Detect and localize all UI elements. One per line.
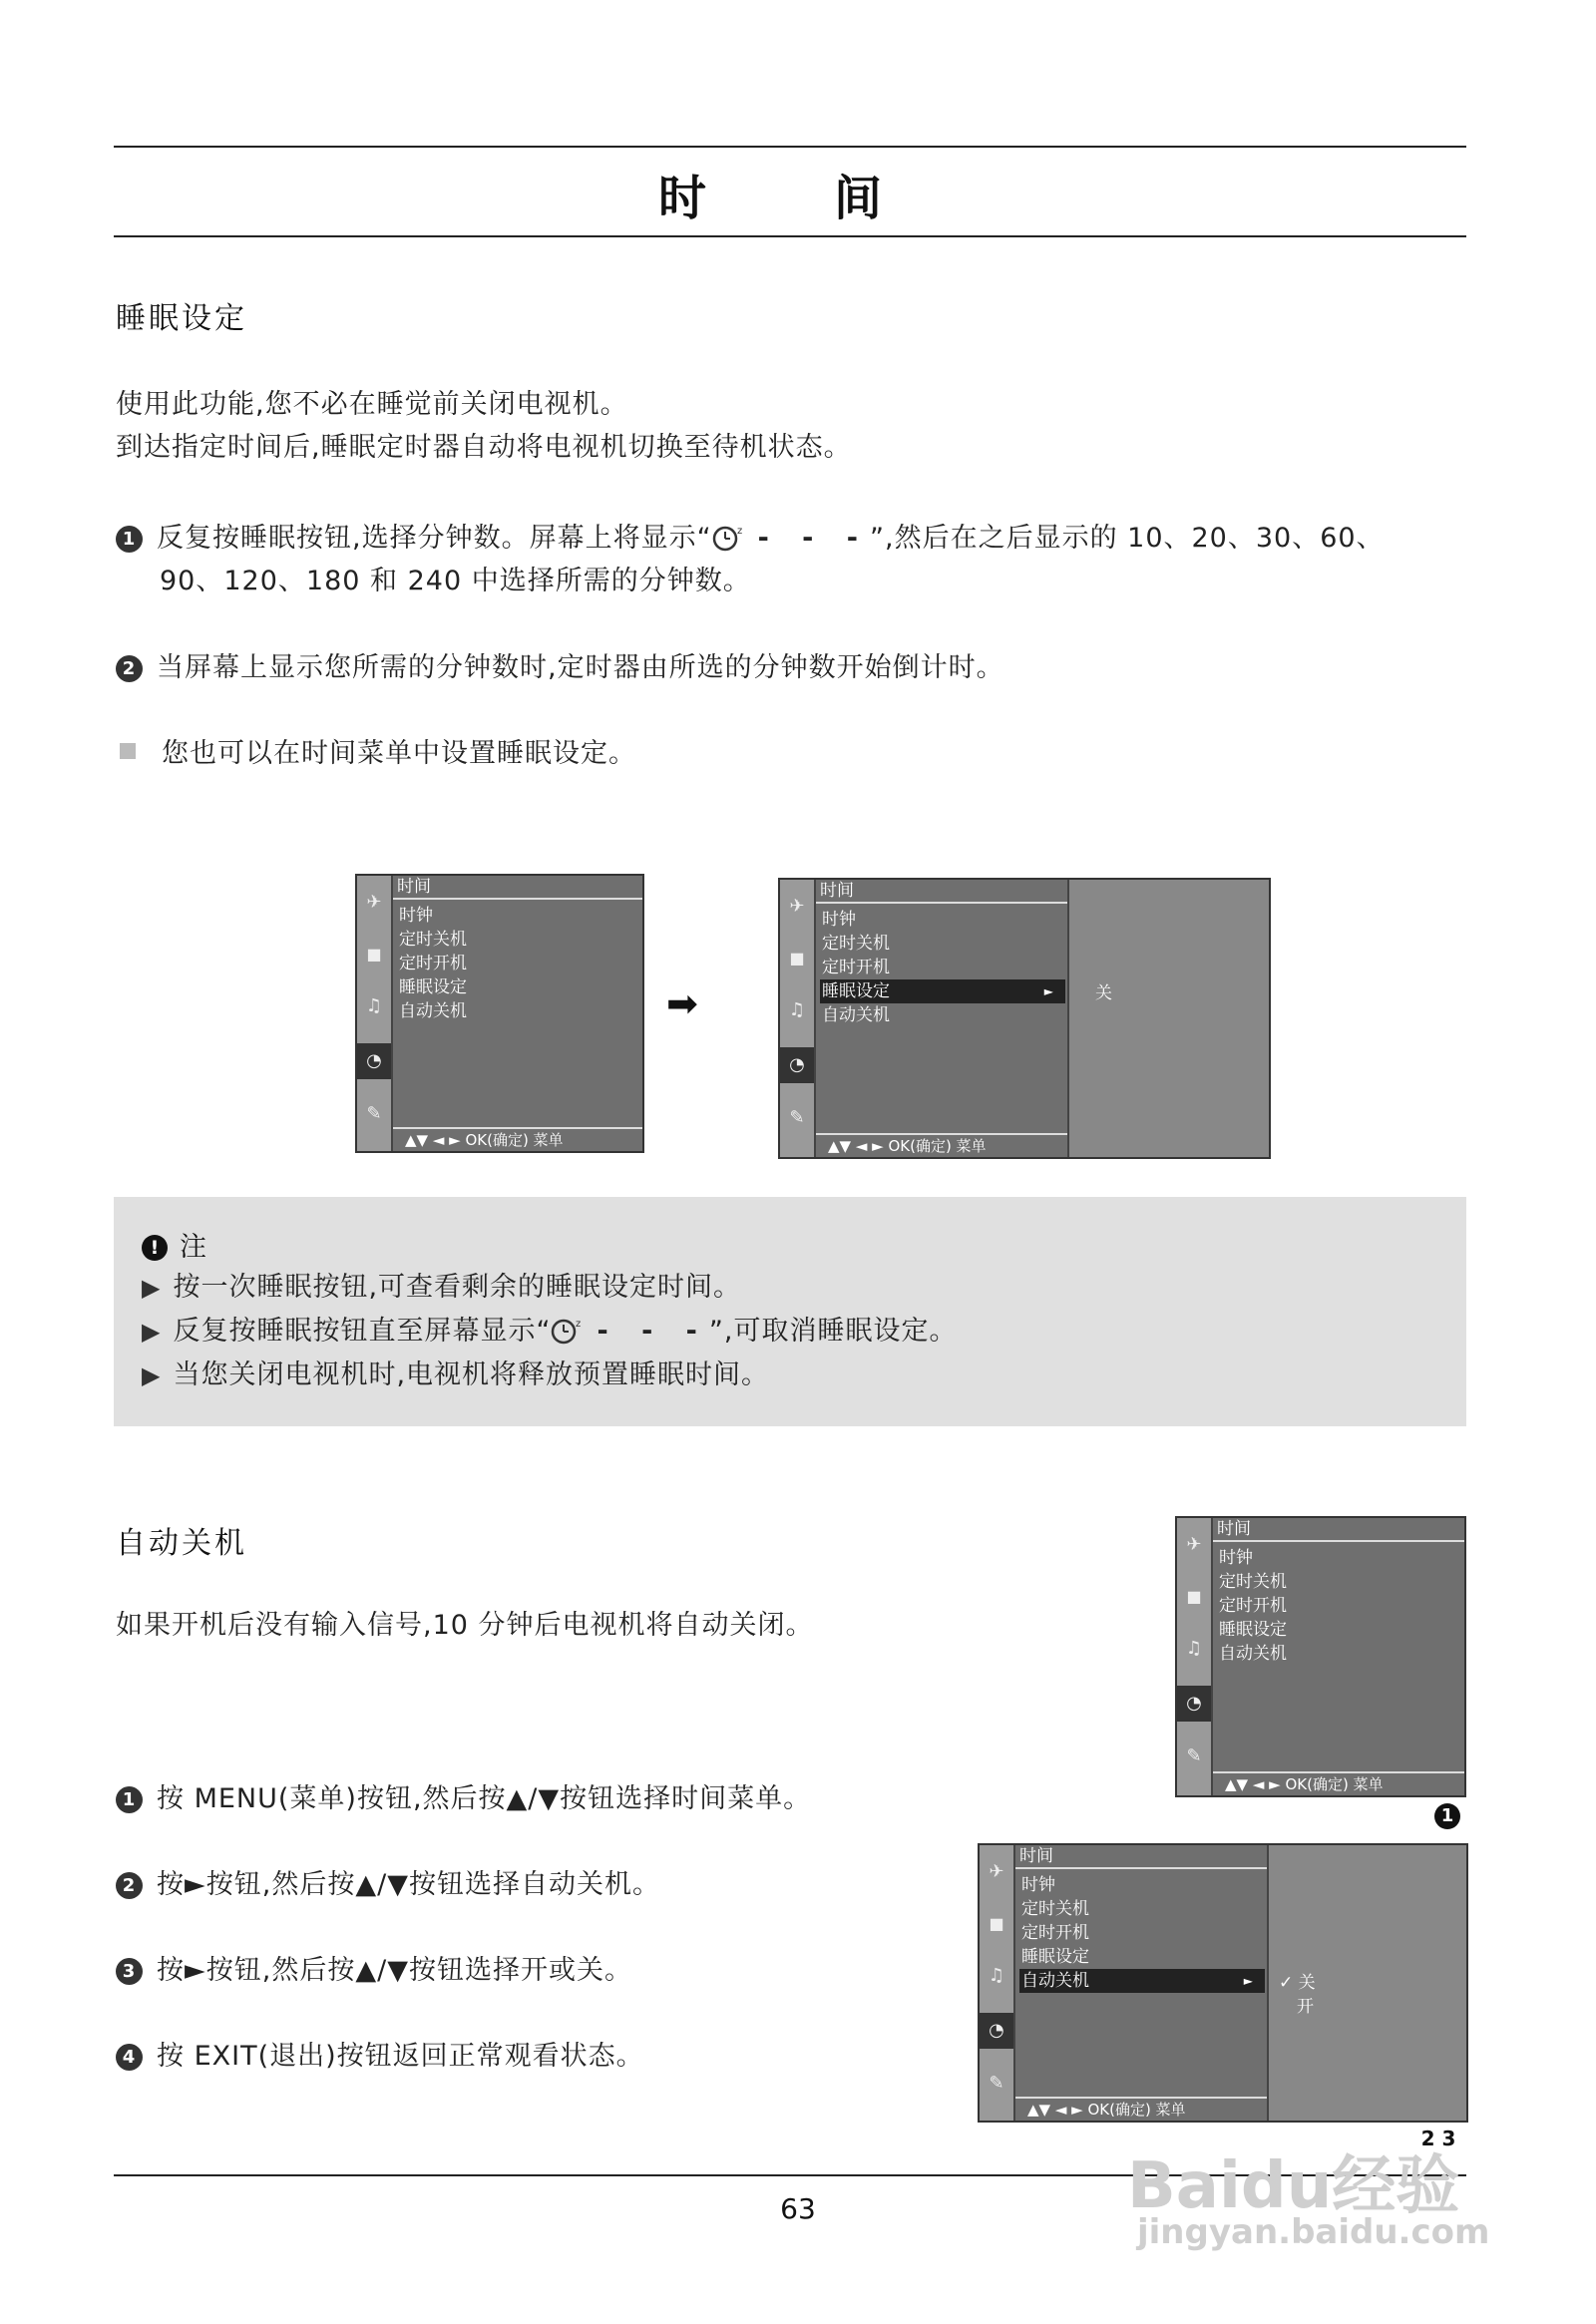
sleep-step-1-text-c: 90、120、180 和 240 中选择所需的分钟数。 [160, 566, 751, 596]
auto-off-step-1-text: 按 MENU(菜单)按钮,然后按▲/▼按钮选择时间菜单。 [157, 1783, 812, 1814]
sleep-intro-2: 到达指定时间后,睡眠定时器自动将电视机切换至待机状态。 [116, 432, 852, 463]
submenu-panel [1067, 880, 1269, 1157]
menu-sidebar [780, 880, 816, 1157]
menu-header: 时间 [1015, 1845, 1267, 1869]
submenu-arrow-icon: ► [1043, 984, 1053, 998]
menu-item-auto-off[interactable]: 自动关机 [1219, 1644, 1287, 1664]
picture-icon: ■ [989, 1914, 1004, 1933]
submenu-option-off[interactable]: ✓ 关 [1279, 1973, 1316, 1993]
menu-item-on-timer[interactable]: 定时开机 [1219, 1596, 1287, 1616]
menu-item-on-timer[interactable]: 定时开机 [822, 958, 890, 977]
auto-off-step-3-text: 按►按钮,然后按▲/▼按钮选择开或关。 [157, 1955, 632, 1986]
menu-item-off-timer[interactable]: 定时关机 [399, 930, 467, 950]
sleep-clock-icon [551, 1317, 583, 1347]
triangle-bullet-icon: ▶ [142, 1361, 162, 1389]
step-number: 4 [116, 2044, 143, 2071]
menu-header: 时间 [1213, 1518, 1464, 1542]
menu-screen-sleep-selected [778, 878, 1271, 1159]
note-title: 注 [180, 1232, 206, 1263]
submenu-arrow-icon: ► [1243, 1974, 1253, 1988]
sleep-step-2-text: 当屏幕上显示您所需的分钟数时,定时器由所选的分钟数开始倒计时。 [157, 652, 1004, 683]
menu-item-sleep[interactable] [820, 979, 1065, 1003]
sleep-dashes: - - - [757, 523, 870, 554]
step-number: 2 [116, 1872, 143, 1899]
step-number: 3 [116, 1958, 143, 1985]
auto-off-step-2 [116, 1863, 660, 1906]
sleep-step-1 [116, 517, 1385, 602]
step-number: 1 [116, 526, 143, 553]
auto-off-step-1 [116, 1777, 811, 1820]
submenu-panel [1267, 1845, 1466, 2121]
note-line-2-text-a: 反复按睡眠按钮直至屏幕显示“ [173, 1316, 552, 1347]
menu-item-clock[interactable]: 时钟 [1021, 1875, 1055, 1895]
speaker-icon: ♫ [988, 1965, 1005, 1986]
triangle-bullet-icon: ▶ [142, 1274, 162, 1302]
clock-icon: ◔ [357, 1043, 391, 1079]
note-box [114, 1197, 1466, 1426]
step-badge-1: 1 [1434, 1803, 1460, 1829]
step-badge-2-3: 2 3 [1420, 2127, 1456, 2150]
speaker-icon: ♫ [788, 999, 806, 1020]
submenu-option-off[interactable]: 关 [1095, 983, 1112, 1003]
menu-items [820, 908, 1065, 1027]
menu-item-sleep[interactable]: 睡眠设定 [399, 977, 467, 997]
clock-icon: ◔ [980, 2013, 1013, 2049]
note-line-3 [142, 1353, 769, 1391]
top-rule [114, 146, 1466, 148]
menu-screen-time-auto [1175, 1516, 1466, 1797]
title-rule [114, 235, 1466, 237]
sleep-bullet-text: 您也可以在时间菜单中设置睡眠设定。 [162, 738, 636, 769]
sleep-clock-icon [712, 524, 744, 554]
menu-item-auto-off[interactable]: 自动关机 [399, 1001, 467, 1021]
picture-icon: ■ [366, 945, 382, 964]
note-line-2-text-b: ”,可取消睡眠设定。 [708, 1316, 958, 1347]
tools-icon: ✎ [366, 1103, 382, 1124]
menu-screen-auto-off-selected [978, 1843, 1468, 2123]
page-number: 63 [780, 2192, 816, 2225]
triangle-bullet-icon: ▶ [142, 1318, 162, 1346]
step-number: 1 [116, 1786, 143, 1813]
speaker-icon: ♫ [1185, 1638, 1203, 1659]
auto-off-step-2-text: 按►按钮,然后按▲/▼按钮选择自动关机。 [157, 1869, 660, 1900]
sleep-bullet [116, 732, 636, 775]
menu-items [1019, 1873, 1265, 1993]
menu-items [397, 904, 467, 1023]
tools-icon: ✎ [1186, 1745, 1202, 1766]
sleep-step-2 [116, 646, 1004, 689]
menu-item-off-timer[interactable]: 定时关机 [1021, 1899, 1089, 1919]
sleep-step-1-text-a: 反复按睡眠按钮,选择分钟数。屏幕上将显示“ [157, 523, 712, 554]
menu-item-auto-off[interactable]: 自动关机 [822, 1005, 890, 1025]
note-heading [142, 1225, 206, 1264]
menu-footer: ▲▼ ◄ ► OK(确定) 菜单 [816, 1133, 1067, 1157]
note-line-2 [142, 1309, 957, 1348]
note-line-1 [142, 1265, 741, 1304]
svg-text:z: z [736, 526, 743, 537]
satellite-icon: ✈ [366, 892, 382, 913]
sleep-heading: 睡眠设定 [116, 301, 247, 336]
picture-icon: ■ [1186, 1587, 1202, 1606]
svg-text:z: z [576, 1319, 583, 1330]
menu-sidebar [980, 1845, 1015, 2121]
note-line-1-text: 按一次睡眠按钮,可查看剩余的睡眠设定时间。 [173, 1272, 742, 1303]
menu-item-off-timer[interactable]: 定时关机 [1219, 1572, 1287, 1592]
menu-item-auto-off[interactable] [1019, 1969, 1265, 1993]
watermark-url: jingyan.baidu.com [1137, 2212, 1490, 2252]
menu-item-off-timer[interactable]: 定时关机 [822, 934, 890, 954]
watermark-logo: Baidu经验 [1127, 2149, 1460, 2223]
satellite-icon: ✈ [1186, 1534, 1202, 1555]
menu-items [1217, 1546, 1287, 1666]
step-number: 2 [116, 655, 143, 682]
menu-item-sleep-label: 睡眠设定 [822, 981, 890, 1001]
submenu-option-on[interactable]: 开 [1297, 1997, 1314, 2017]
menu-item-clock[interactable]: 时钟 [1219, 1548, 1253, 1568]
satellite-icon: ✈ [789, 896, 805, 917]
clock-icon: ◔ [1177, 1686, 1211, 1722]
speaker-icon: ♫ [365, 995, 383, 1016]
auto-off-step-4-text: 按 EXIT(退出)按钮返回正常观看状态。 [157, 2041, 644, 2072]
menu-item-sleep[interactable]: 睡眠设定 [1219, 1620, 1287, 1640]
right-arrow-icon: ➡ [666, 981, 698, 1025]
menu-item-sleep[interactable]: 睡眠设定 [1021, 1947, 1089, 1967]
menu-item-on-timer[interactable]: 定时开机 [1021, 1923, 1089, 1943]
menu-screen-time [355, 874, 644, 1153]
menu-header: 时间 [393, 876, 642, 900]
satellite-icon: ✈ [989, 1861, 1004, 1882]
clock-icon: ◔ [780, 1047, 814, 1083]
auto-off-step-4 [116, 2035, 644, 2078]
sleep-step-1-text-b: ”,然后在之后显示的 10、20、30、60、 [870, 523, 1385, 554]
menu-footer: ▲▼ ◄ ► OK(确定) 菜单 [393, 1127, 642, 1151]
auto-off-heading: 自动关机 [116, 1526, 247, 1561]
menu-footer: ▲▼ ◄ ► OK(确定) 菜单 [1015, 2097, 1267, 2121]
menu-footer: ▲▼ ◄ ► OK(确定) 菜单 [1213, 1771, 1464, 1795]
menu-item-clock[interactable]: 时钟 [399, 906, 433, 926]
menu-item-on-timer[interactable]: 定时开机 [399, 954, 467, 973]
picture-icon: ■ [789, 949, 805, 968]
sleep-intro-1: 使用此功能,您不必在睡觉前关闭电视机。 [116, 389, 628, 420]
note-line-3-text: 当您关闭电视机时,电视机将释放预置睡眠时间。 [173, 1359, 770, 1390]
note-dashes: - - - [597, 1316, 709, 1347]
menu-item-clock[interactable]: 时钟 [822, 910, 856, 930]
square-bullet-icon [120, 743, 136, 759]
menu-header: 时间 [816, 880, 1067, 904]
page-title: 时 间 [657, 171, 922, 226]
exclamation-icon: ! [142, 1235, 168, 1261]
menu-sidebar [357, 876, 393, 1151]
tools-icon: ✎ [789, 1107, 805, 1128]
tools-icon: ✎ [989, 2073, 1004, 2094]
menu-sidebar [1177, 1518, 1213, 1795]
auto-off-intro: 如果开机后没有输入信号,10 分钟后电视机将自动关闭。 [116, 1610, 814, 1641]
auto-off-step-3 [116, 1949, 632, 1992]
menu-item-auto-off-label: 自动关机 [1021, 1971, 1089, 1991]
